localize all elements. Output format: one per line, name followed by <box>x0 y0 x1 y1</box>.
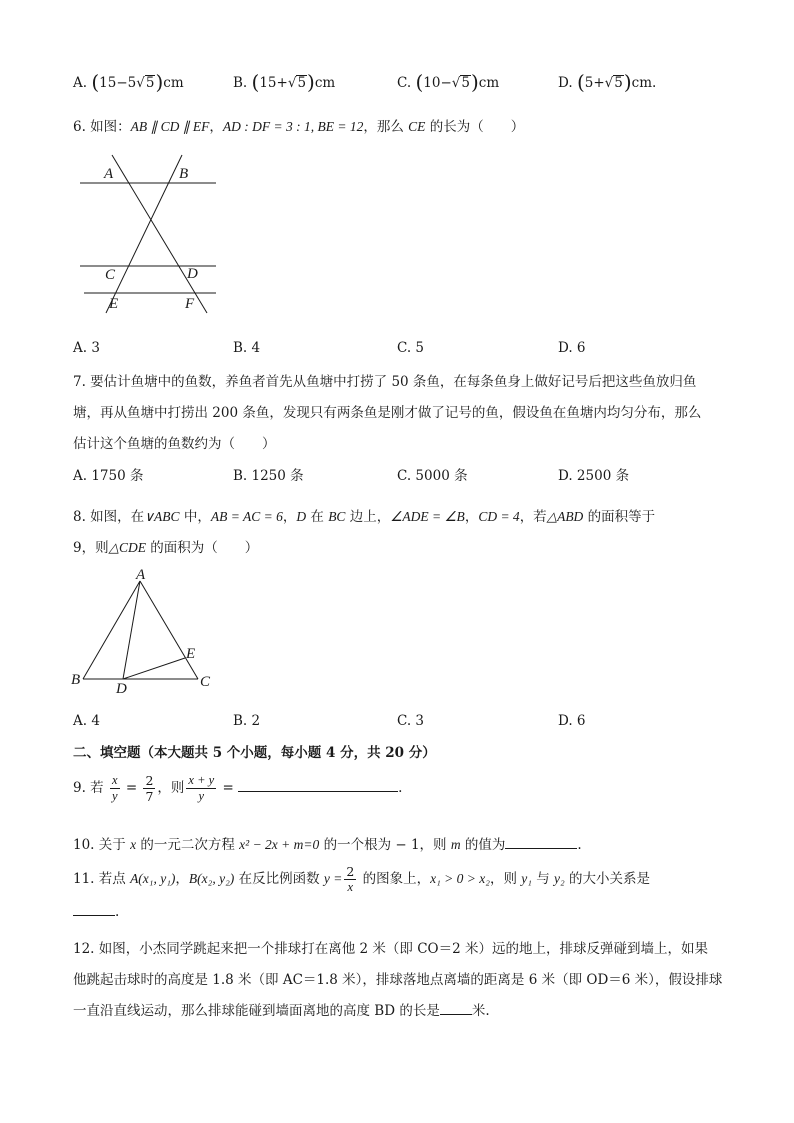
numerator: x <box>111 773 118 787</box>
answer-blank[interactable] <box>440 1002 472 1015</box>
stem-text: ， <box>175 871 189 887</box>
q7-line-3: 估计这个鱼塘的鱼数约为（ ） <box>73 436 276 452</box>
transversal-be <box>106 155 182 313</box>
q12-line-2: 他跳起击球时的高度是 1.8 米（即 AC＝1.8 米），排球落地点离墙的距离是 6 米（即 OD＝6 米），假设排球 <box>73 972 723 988</box>
numerator: 2 <box>145 773 154 788</box>
paren-left: ( <box>576 70 585 94</box>
q10-line <box>73 833 582 853</box>
option-c: C. 5 <box>397 340 425 356</box>
denominator: y <box>198 789 205 803</box>
number: 5 <box>584 75 594 91</box>
math-expression: △CDE <box>108 540 146 555</box>
paren-right: ) <box>155 70 164 94</box>
stem-text: 的大小关系是 <box>564 871 651 887</box>
stem-text: 的一个根为 − 1，则 <box>319 837 451 853</box>
q8-line-1 <box>73 505 655 525</box>
math-expression: AD : DF = 3 : 1, BE = 12 <box>222 119 364 134</box>
label-a: A <box>104 166 114 182</box>
point-a: A(x₁, y₁) <box>130 871 176 886</box>
q6-figure <box>70 150 230 320</box>
option-c: C. 3 <box>397 713 425 729</box>
fraction-x-over-y <box>110 773 120 804</box>
radicand: 5 <box>461 75 470 91</box>
option-a: A. 3 <box>73 340 100 356</box>
denominator: y <box>111 789 118 803</box>
q5-option-c: C. (10−√5)cm <box>397 70 500 94</box>
stem-text: ， <box>282 509 297 525</box>
stem-text: 的图象上， <box>358 871 431 887</box>
math-expression: m <box>450 837 461 852</box>
side-ac <box>140 581 198 679</box>
q12-line-1: 12. 如图，小杰同学跳起来把一个排球打在离他 2 米（即 CO＝2 米）远的地上，排球反弹碰到墙上，如果 <box>73 941 708 957</box>
q11-answer-line <box>73 903 119 920</box>
option-d: D. 6 <box>558 340 586 356</box>
stem-text: ，则 <box>157 780 185 796</box>
stem-text: 在反比例函数 <box>234 871 324 887</box>
radicand: 5 <box>145 75 155 91</box>
unit: cm <box>314 75 336 91</box>
equals: = <box>121 780 142 796</box>
operator: −5 <box>116 75 137 91</box>
label-b: B <box>179 166 189 182</box>
q6-stem: 6. 如图：AB ∥ CD ∥ EF，AD : DF = 3 : 1, BE = 12，那么 CE 的长为（ ） <box>73 119 525 135</box>
math-expression: x² − 2x + m=0 <box>239 837 320 852</box>
option-label: C. <box>397 75 412 91</box>
label-d: D <box>116 681 127 697</box>
unit: cm. <box>631 75 657 91</box>
paren-left: ( <box>251 70 260 94</box>
stem-text: 的长为（ ） <box>425 119 525 135</box>
option-label: B. <box>233 75 248 91</box>
stem-text: . <box>577 837 582 853</box>
q7-line-1: 7. 要估计鱼塘中的鱼数，养鱼者首先从鱼塘中打捞了 50 条鱼，在每条鱼身上做好记号后把这些鱼放归鱼 <box>73 374 697 390</box>
fraction-x-plus-y-over-y <box>186 773 216 804</box>
operator: − <box>440 75 452 91</box>
answer-blank[interactable] <box>505 836 577 849</box>
stem-text: 的一元二次方程 <box>136 837 240 853</box>
math-expression: y₁ <box>521 871 532 886</box>
numerator: x + y <box>188 773 215 787</box>
label-c: C <box>105 267 116 283</box>
stem-text: 10. 关于 <box>73 837 131 853</box>
option-a: A. 1750 条 <box>73 468 144 484</box>
option-c: C. 5000 条 <box>397 468 468 484</box>
segment-de <box>123 658 185 679</box>
math-expression: ∠ADE = ∠B <box>390 509 465 524</box>
number: 10 <box>423 75 441 91</box>
label-c: C <box>200 674 211 690</box>
option-label: D. <box>558 75 573 91</box>
q12-line-3 <box>73 999 490 1019</box>
paren-left: ( <box>91 70 100 94</box>
denominator: x <box>347 880 354 894</box>
math-expression: y₂ <box>554 871 565 886</box>
operator: + <box>276 75 288 91</box>
label-d: D <box>187 266 198 282</box>
label-e: E <box>186 646 196 662</box>
fraction-two-over-x <box>344 864 356 895</box>
paren-left: ( <box>415 70 424 94</box>
option-a: A. 4 <box>73 713 100 729</box>
unit: cm <box>478 75 500 91</box>
q11-line <box>73 864 650 895</box>
radicand: 5 <box>297 75 307 91</box>
label-b: B <box>71 672 81 688</box>
unit: cm <box>163 75 184 91</box>
option-b: B. 2 <box>233 713 261 729</box>
radicand: 5 <box>614 75 623 91</box>
math-expression: y = <box>323 871 343 886</box>
stem-text: ，若 <box>519 509 547 525</box>
label-e: E <box>109 296 119 312</box>
option-b: B. 1250 条 <box>233 468 304 484</box>
stem-text: 11. 若点 <box>73 871 131 887</box>
q9-line <box>73 773 402 804</box>
stem-text: 9，则 <box>73 540 109 556</box>
math-expression: D <box>296 509 307 524</box>
math-expression: x₁ > 0 > x₂ <box>430 871 490 886</box>
math-expression: CD = 4 <box>478 509 520 524</box>
math-expression: CE <box>408 119 426 134</box>
number: 15 <box>99 75 117 91</box>
answer-blank[interactable] <box>73 903 115 916</box>
fraction-two-sevenths <box>143 773 155 804</box>
q8-figure <box>68 565 228 700</box>
stem-text: 9. 若 <box>73 780 104 796</box>
number: 15 <box>259 75 277 91</box>
label-f: F <box>185 296 195 312</box>
option-d: D. 6 <box>558 713 586 729</box>
stem-text: 中， <box>179 509 211 525</box>
point-b: B(x₂, y₂) <box>188 871 235 886</box>
stem-text: 在 <box>306 509 329 525</box>
stem-text: 的值为 <box>460 837 506 853</box>
stem-text: ，则 <box>489 871 522 887</box>
option-b: B. 4 <box>233 340 261 356</box>
math-expression: AB = AC = 6 <box>210 509 283 524</box>
equals: = <box>218 780 239 796</box>
stem-text: ，那么 <box>363 119 409 135</box>
math-expression: BC <box>328 509 346 524</box>
numerator: 2 <box>346 864 355 879</box>
option-label: A. <box>73 75 88 91</box>
stem-text: 与 <box>531 871 555 887</box>
q8-line-2 <box>73 536 258 556</box>
stem-text: 6. 如图： <box>73 119 131 135</box>
math-expression: △ABD <box>546 509 584 524</box>
math-expression: x <box>130 837 137 852</box>
stem-text: 8. 如图，在 <box>73 509 145 525</box>
section-heading: 二、填空题（本大题共 5 个小题，每小题 4 分，共 20 分） <box>73 745 436 761</box>
paren-right: ) <box>470 70 479 94</box>
q5-option-a: A. (15−5√5)cm <box>73 70 184 94</box>
operator: + <box>593 75 605 91</box>
paren-right: ) <box>307 70 315 94</box>
q5-option-b: B. (15+√5)cm <box>233 70 336 94</box>
stem-text: ， <box>464 509 479 525</box>
stem-text: 的面积等于 <box>583 509 656 525</box>
q5-option-d: D. (5+√5)cm. <box>558 70 657 94</box>
math-expression: AB ∥ CD ∥ EF <box>130 119 210 134</box>
q7-line-2: 塘，再从鱼塘中打捞出 200 条鱼，发现只有两条鱼是刚才做了记号的鱼，假设鱼在鱼塘内均匀分布，那么 <box>73 405 702 421</box>
stem-text: 的面积为（ ） <box>145 540 259 556</box>
stem-text: 米. <box>471 1003 490 1019</box>
stem-text: 一直沿直线运动，那么排球能碰到墙面离地的高度 BD 的长是 <box>73 1003 440 1019</box>
stem-text: . <box>398 780 403 796</box>
answer-blank[interactable] <box>238 779 398 792</box>
math-expression: ∨ABC <box>144 509 180 524</box>
stem-text: . <box>115 904 120 920</box>
denominator: 7 <box>145 789 154 804</box>
paren-right: ) <box>623 70 632 94</box>
option-d: D. 2500 条 <box>558 468 630 484</box>
stem-text: 边上， <box>345 509 391 525</box>
label-a: A <box>136 567 146 583</box>
transversal-ad <box>112 155 207 313</box>
